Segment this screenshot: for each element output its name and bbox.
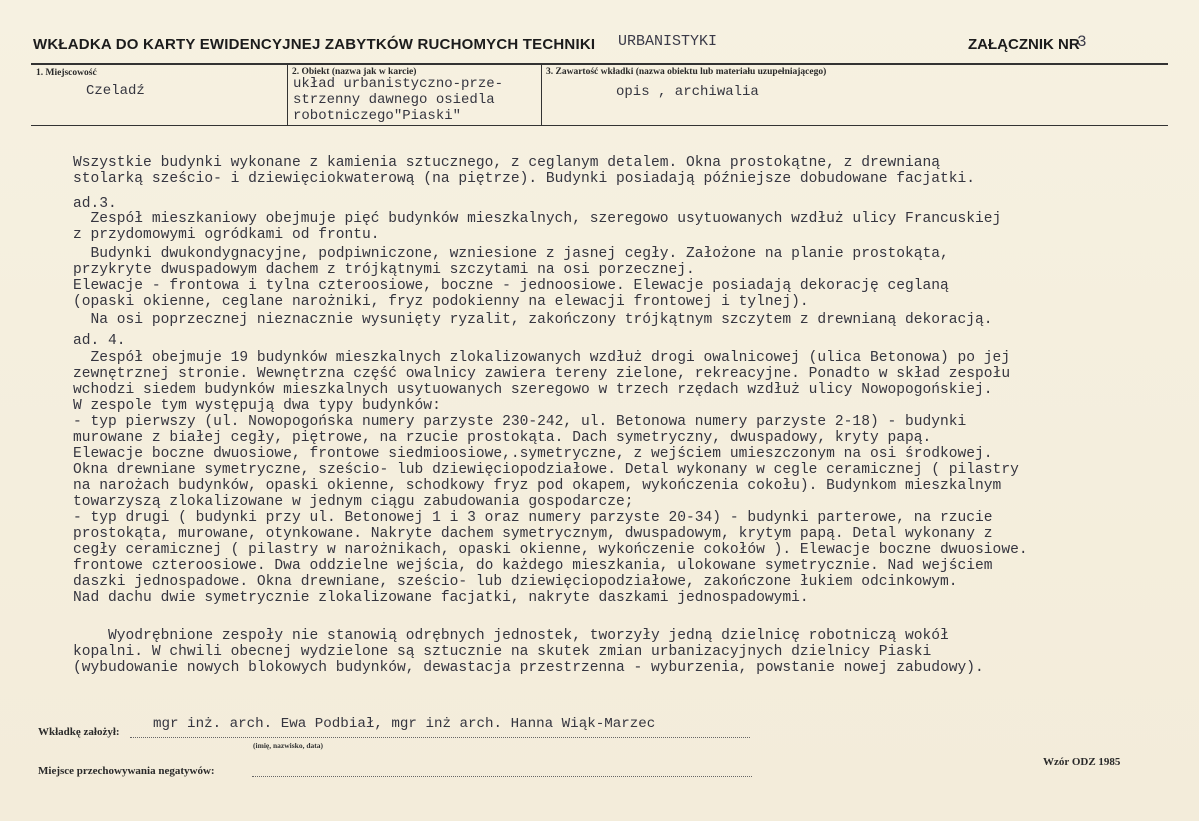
object-value-line-3: robotniczego"Piaski"	[293, 108, 462, 124]
body-line: towarzyszą zlokalizowane w jednym ciągu zabudowania gospodarcze;	[73, 494, 634, 510]
body-line: murowane z białej cegły, piętrowe, na rzucie prostokąta. Dach symetryczny, dwuspadowy, kryty papą.	[73, 430, 932, 446]
body-line: Zespół mieszkaniowy obejmuje pięć budynków mieszkalnych, szeregowo usytuowanych wzdłuż ulicy Francuskiej	[73, 211, 1002, 227]
table-divider-1	[287, 64, 288, 126]
table-bottom-rule	[31, 125, 1168, 126]
annex-label: ZAŁĄCZNIK NR	[968, 36, 1080, 53]
location-label: 1. Miejscowość	[36, 68, 97, 78]
body-line: zewnętrznej stronie. Wewnętrzna część owalnicy zawiera tereny zielone, rekreacyjne. Ponadto w skład zespołu	[73, 366, 1011, 382]
object-label: 2. Obiekt (nazwa jak w karcie)	[292, 67, 417, 77]
body-line: W zespole tym występują dwa typy budynków:	[73, 398, 441, 414]
body-line: Zespół obejmuje 19 budynków mieszkalnych zlokalizowanych wzdłuż drogi owalnicowej (ulica Betonowa) po jej	[73, 350, 1011, 366]
content-value: opis , archiwalia	[616, 84, 759, 100]
template-label: Wzór ODZ 1985	[1043, 756, 1121, 768]
body-line: przykryte dwuspadowym dachem z trójkątnymi szczytami na osi porzecznej.	[73, 262, 695, 278]
body-line: (opaski okienne, ceglane narożniki, fryz podokienny na elewacji frontowej i tylnej).	[73, 294, 809, 310]
body-line: - typ drugi ( budynki przy ul. Betonowej 1 i 3 oraz numery parzyste 20-34) - budynki parterowe, na rzucie	[73, 510, 993, 526]
body-line: Elewacje - frontowa i tylna czteroosiowe, boczne - jednoosiowe. Elewacje posiadają dekorację ceglaną	[73, 278, 949, 294]
founded-value: mgr inż. arch. Ewa Podbiał, mgr inż arch. Hanna Wiąk-Marzec	[153, 716, 656, 732]
body-line: prostokąta, murowane, otynkowane. Nakryte dachem symetrycznym, dwuspadowym, krytym papą. Detal wykonany z	[73, 526, 993, 542]
annex-number: 3	[1077, 33, 1087, 51]
body-line: daszki jednospadowe. Okna drewniane, sześcio- lub dziewięciopodziałowe, zakończone łukiem odcinkowym.	[73, 574, 958, 590]
location-value: Czeladź	[86, 83, 145, 99]
object-value-line-2: strzenny dawnego osiedla	[293, 92, 495, 108]
category-typed: URBANISTYKI	[618, 33, 718, 50]
body-line: (wybudowanie nowych blokowych budynków, dewastacja przestrzenna - wyburzenia, powstanie nowej zabudowy).	[73, 660, 984, 676]
body-line: ad. 4.	[73, 333, 126, 349]
body-line: z przydomowymi ogródkami od frontu.	[73, 227, 380, 243]
body-line: cegły ceramicznej ( pilastry w narożnikach, opaski okienne, wykończenie cokołów ). Elewacje boczne dwuosiowe.	[73, 542, 1028, 558]
body-line: na narożach budynków, opaski okienne, schodkowy fryz pod okapem, wykończenia cokołu). Budynkom mieszkalnym	[73, 478, 1002, 494]
body-line: ad.3.	[73, 196, 117, 212]
negatives-label: Miejsce przechowywania negatywów:	[38, 765, 215, 777]
object-value-line-1: układ urbanistyczno-prze-	[293, 76, 504, 92]
table-divider-2	[541, 64, 542, 126]
founded-sub-label: (imię, nazwisko, data)	[253, 741, 323, 750]
content-label: 3. Zawartość wkładki (nazwa obiektu lub materiału uzupełniającego)	[546, 67, 827, 77]
body-line: Budynki dwukondygnacyjne, podpiwniczone, wzniesione z jasnej cegły. Założone na planie prostokąta,	[73, 246, 949, 262]
body-line: Na osi poprzecznej nieznacznie wysunięty ryzalit, zakończony trójkątnym szczytem z drewnianą dekoracją.	[73, 312, 993, 328]
body-line: wchodzi siedem budynków mieszkalnych usytuowanych szeregowo w trzech rzędach wzdłuż ulicy Nowopogońskiej.	[73, 382, 993, 398]
negatives-dotted-line	[252, 776, 752, 777]
body-line: Okna drewniane symetryczne, sześcio- lub dziewięciopodziałowe. Detal wykonany w cegle ceramicznej ( pilastry	[73, 462, 1019, 478]
body-line: Elewacje boczne dwuosiowe, frontowe siedmioosiowe,.symetryczne, z wejściem umieszczonym na osi środkowej.	[73, 446, 993, 462]
founded-label: Wkładkę założył:	[38, 726, 120, 738]
body-line: stolarką sześcio- i dziewięciokwaterową (na piętrze). Budynki posiadają późniejsze dobudowane facjatki.	[73, 171, 976, 187]
body-line: Wyodrębnione zespoły nie stanowią odrębnych jednostek, tworzyły jedną dzielnicę robotniczą wokół	[73, 628, 949, 644]
founded-dotted-line	[130, 737, 750, 738]
body-line: Nad dachu dwie symetrycznie zlokalizowane facjatki, nakryte daszkami jednospadowymi.	[73, 590, 809, 606]
body-line: frontowe czteroosiowe. Dwa oddzielne wejścia, do każdego mieszkania, ulokowane symetrycznie. Nad wejściem	[73, 558, 993, 574]
body-line: kopalni. W chwili obecnej wydzielone są sztucznie na skutek zmian urbanizacyjnych dzielnicy Piaski	[73, 644, 932, 660]
form-title: WKŁADKA DO KARTY EWIDENCYJNEJ ZABYTKÓW RUCHOMYCH TECHNIKI	[33, 36, 596, 53]
body-line: - typ pierwszy (ul. Nowopogońska numery parzyste 230-242, ul. Betonowa numery parzyste 2-18) - budynki	[73, 414, 967, 430]
body-line: Wszystkie budynki wykonane z kamienia sztucznego, z ceglanym detalem. Okna prostokątne, z drewnianą	[73, 155, 941, 171]
table-top-rule	[31, 63, 1168, 65]
